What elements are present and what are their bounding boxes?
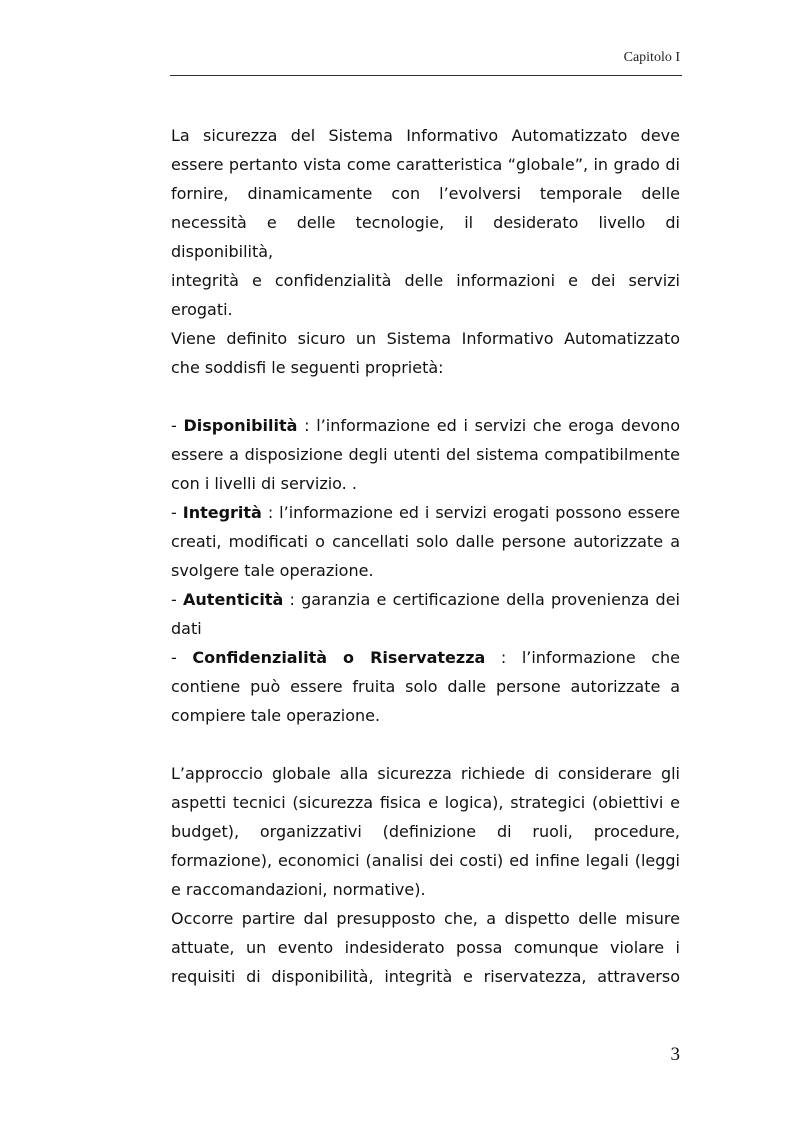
- blank-line: [171, 382, 680, 411]
- paragraph-line: budget), organizzativi (definizione di ruoli, procedure,: [171, 822, 680, 841]
- property-item-integrita: [171, 498, 680, 527]
- paragraph-line: con i livelli di servizio. .: [171, 474, 357, 493]
- property-label: Disponibilità: [183, 416, 298, 435]
- page-number: 3: [670, 1044, 680, 1065]
- property-label: Autenticità: [183, 590, 284, 609]
- paragraph-line: contiene può essere fruita solo dalle persone autorizzate a: [171, 677, 680, 696]
- paragraph-line: e raccomandazioni, normative).: [171, 880, 426, 899]
- paragraph-line: attuate, un evento indesiderato possa comunque violare i: [171, 938, 680, 957]
- paragraph-line: creati, modificati o cancellati solo dalle persone autorizzate a: [171, 532, 680, 551]
- paragraph-line: formazione), economici (analisi dei costi) ed infine legali (leggi: [171, 851, 680, 870]
- paragraph-line: integrità e confidenzialità delle informazioni e dei servizi: [171, 271, 680, 290]
- paragraph-line: svolgere tale operazione.: [171, 561, 374, 580]
- property-label: Confidenzialità o Riservatezza: [192, 648, 486, 667]
- property-text: : l’informazione ed i servizi che eroga devono: [297, 416, 681, 435]
- paragraph-line: Occorre partire dal presupposto che, a dispetto delle misure: [171, 909, 680, 928]
- property-text: : l’informazione che: [485, 648, 680, 667]
- property-item-confidenzialita: [171, 643, 680, 672]
- property-item-disponibilita: [171, 411, 680, 440]
- paragraph-line: essere a disposizione degli utenti del sistema compatibilmente: [171, 445, 680, 464]
- paragraph-line: fornire, dinamicamente con l’evolversi temporale delle: [171, 184, 680, 203]
- paragraph-line: compiere tale operazione.: [171, 706, 381, 725]
- item-dash: -: [171, 503, 183, 522]
- paragraph-line: che soddisfi le seguenti proprietà:: [171, 358, 444, 377]
- property-text: : l’informazione ed i servizi erogati possono essere: [261, 503, 681, 522]
- property-label: Integrità: [182, 503, 262, 522]
- paragraph-line: aspetti tecnici (sicurezza fisica e logica), strategici (obiettivi e: [171, 793, 680, 812]
- item-dash: -: [171, 590, 184, 609]
- paragraph-line: necessità e delle tecnologie, il desiderato livello di disponibilità,: [171, 213, 680, 261]
- body-text: [171, 121, 680, 991]
- paragraph-line: La sicurezza del Sistema Informativo Automatizzato deve: [171, 126, 680, 145]
- paragraph-line: requisiti di disponibilità, integrità e riservatezza, attraverso: [171, 967, 680, 986]
- item-dash: -: [171, 648, 193, 667]
- paragraph-line: L’approccio globale alla sicurezza richiede di considerare gli: [171, 764, 680, 783]
- header-rule: [170, 75, 682, 76]
- blank-line: [171, 730, 680, 759]
- paragraph-line: essere pertanto vista come caratteristica “globale”, in grado di: [171, 155, 680, 174]
- chapter-header: Capitolo I: [623, 50, 680, 65]
- paragraph-line: erogati.: [171, 300, 233, 319]
- property-item-autenticita: [171, 585, 680, 614]
- property-text: : garanzia e certificazione della provenienza dei: [283, 590, 680, 609]
- paragraph-line: dati: [171, 619, 202, 638]
- paragraph-line: Viene definito sicuro un Sistema Informativo Automatizzato: [171, 329, 680, 348]
- item-dash: -: [171, 416, 184, 435]
